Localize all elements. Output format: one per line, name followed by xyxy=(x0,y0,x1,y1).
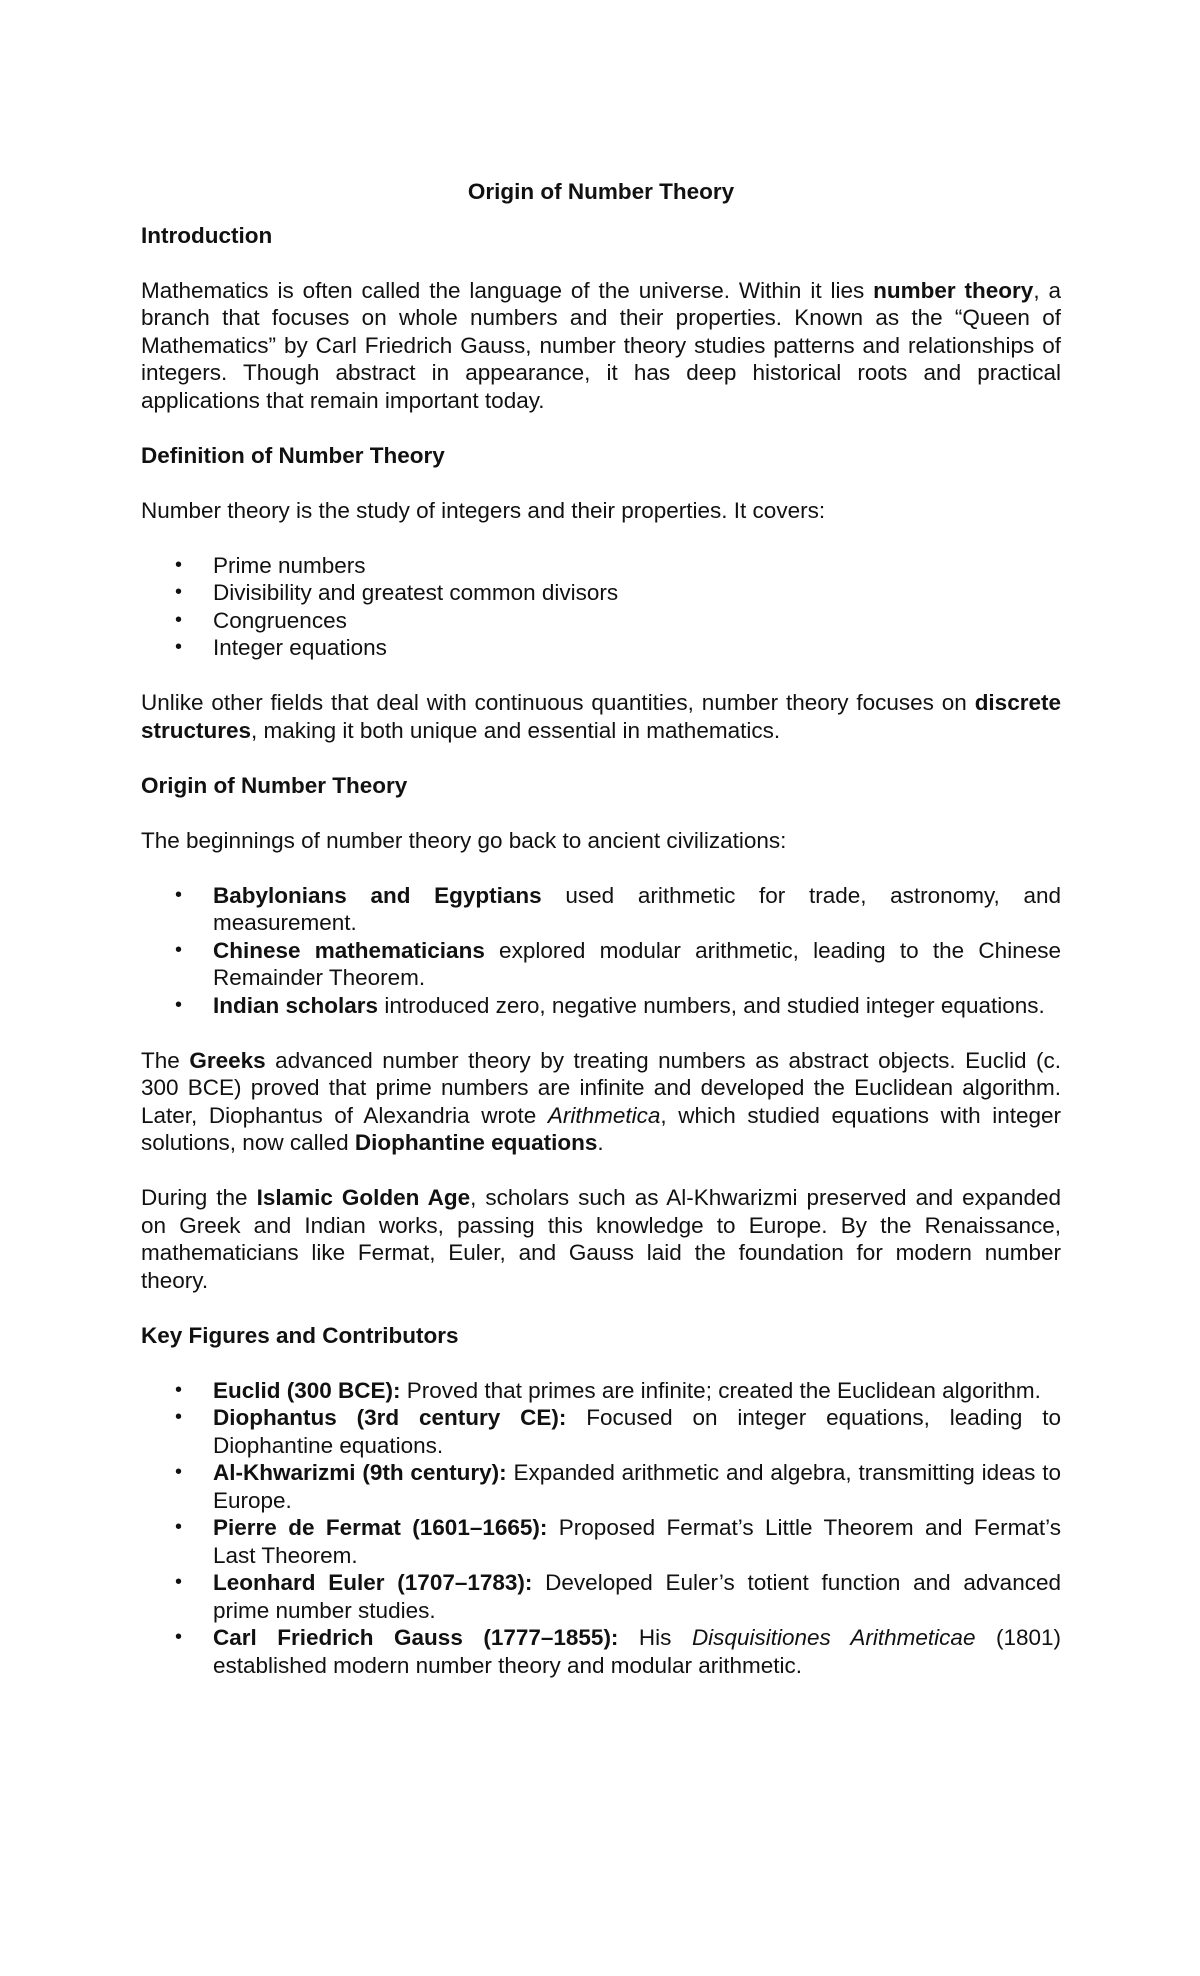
document-title: Origin of Number Theory xyxy=(467,179,735,204)
list-item: • Chinese mathematicians explored modular arithmetic, leading to the Chinese Remainder Theorem. xyxy=(141,937,1061,992)
intro-paragraph: Mathematics is often called the language of the universe. Within it lies number theory, a branch that focuses on whole numbers and their properties. Known as the “Queen of Mathematics” by Carl Friedrich Gauss, number theory studies patterns and relationships of integers. Though abstract in appearance, it has deep historical roots and practical applications that remain important today. xyxy=(141,277,1061,413)
list-item: • Congruences xyxy=(141,607,1061,635)
heading-origin: Origin of Number Theory xyxy=(141,772,408,798)
heading-definition: Definition of Number Theory xyxy=(141,442,445,468)
document-page xyxy=(141,178,1061,1707)
list-item: • Divisibility and greatest common divisors xyxy=(141,579,1061,607)
heading-key-figures: Key Figures and Contributors xyxy=(141,1322,459,1348)
list-item: • Indian scholars introduced zero, negative numbers, and studied integer equations. xyxy=(141,992,1061,1020)
list-item: • Euclid (300 BCE): Proved that primes are infinite; created the Euclidean algorithm. xyxy=(141,1377,1061,1405)
heading-introduction: Introduction xyxy=(141,222,273,248)
list-item: • Diophantus (3rd century CE): Focused on integer equations, leading to Diophantine equations. xyxy=(141,1404,1061,1459)
list-item: • Babylonians and Egyptians used arithmetic for trade, astronomy, and measurement. xyxy=(141,882,1061,937)
list-item: • Integer equations xyxy=(141,634,1061,662)
definition-paragraph: Number theory is the study of integers and their properties. It covers: xyxy=(141,497,826,523)
definition-list xyxy=(141,552,1061,662)
list-item: • Al-Khwarizmi (9th century): Expanded arithmetic and algebra, transmitting ideas to Europe. xyxy=(141,1459,1061,1514)
origin-paragraph: The beginnings of number theory go back to ancient civilizations: xyxy=(141,827,787,853)
list-item: • Leonhard Euler (1707–1783): Developed Euler’s totient function and advanced prime number studies. xyxy=(141,1569,1061,1624)
islamic-golden-age-paragraph: During the Islamic Golden Age, scholars such as Al-Khwarizmi preserved and expanded on Greek and Indian works, passing this knowledge to Europe. By the Renaissance, mathematicians like Fermat, Euler, and Gauss laid the foundation for modern number theory. xyxy=(141,1185,1061,1293)
key-figures-list xyxy=(141,1377,1061,1680)
list-item: • Prime numbers xyxy=(141,552,1061,580)
civilizations-list xyxy=(141,882,1061,1020)
list-item: • Pierre de Fermat (1601–1665): Proposed Fermat’s Little Theorem and Fermat’s Last Theorem. xyxy=(141,1514,1061,1569)
list-item: • Carl Friedrich Gauss (1777–1855): His Disquisitiones Arithmeticae (1801) established modern number theory and modular arithmetic. xyxy=(141,1624,1061,1679)
definition-summary-paragraph: Unlike other fields that deal with continuous quantities, number theory focuses on discrete structures, making it both unique and essential in mathematics. xyxy=(141,690,1061,743)
greeks-paragraph: The Greeks advanced number theory by treating numbers as abstract objects. Euclid (c. 300 BCE) proved that prime numbers are infinite and developed the Euclidean algorithm. Later, Diophantus of Alexandria wrote Arithmetica, which studied equations with integer solutions, now called Diophantine equations. xyxy=(141,1047,1061,1155)
